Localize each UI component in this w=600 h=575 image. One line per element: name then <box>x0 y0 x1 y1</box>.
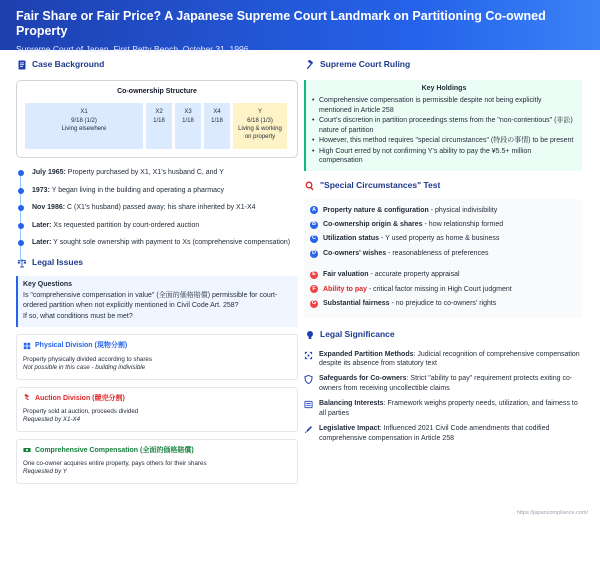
test-badge: F <box>310 285 318 293</box>
gavel-icon <box>304 60 315 71</box>
header-banner <box>0 0 600 54</box>
special-circumstances-heading: "Special Circumstances" Test <box>304 179 582 193</box>
expand-icon <box>304 351 314 361</box>
owner-cell-y: Y 6/18 (1/3) Living & working on property <box>233 103 287 149</box>
ownership-title: Co-ownership Structure <box>117 88 197 95</box>
ownership-structure <box>16 80 298 158</box>
lightbulb-icon <box>304 329 315 340</box>
right-column <box>304 58 582 449</box>
owner-cell-x3: X3 1/18 <box>175 103 201 149</box>
money-icon <box>23 446 32 455</box>
test-badge: C <box>310 235 318 243</box>
left-column <box>16 58 298 484</box>
timeline-dot <box>18 170 24 176</box>
holding-item: • Court's discretion in partition proceedings stems from the "non-contentious" (非訟) nature of partition <box>312 116 576 135</box>
test-item: G Substantial fairness - no prejudice to co-owners' rights <box>311 300 497 308</box>
auction-division-card: Auction Division (競売分割) Property sold at auction, proceeds divided Requested by X1-X4 <box>16 387 298 432</box>
key-questions: Key Questions Is "comprehensive compensation in value" (全面的価格賠償) permissible for court-ordered partition when not explicitly mentioned in Civil Code Art. 258? If so, what conditions must be met? <box>16 276 298 328</box>
timeline-dot <box>18 223 24 229</box>
test-badge: E <box>310 271 318 279</box>
special-circumstances-test <box>304 199 582 318</box>
ownership-row <box>25 103 289 149</box>
gavel-icon <box>23 394 32 403</box>
timeline-item: Later: Xs requested partition by court-ordered auction <box>32 221 298 230</box>
legal-significance-heading: Legal Significance <box>304 328 582 342</box>
case-background-heading: Case Background <box>16 58 298 72</box>
significance-item: Safeguards for Co-owners: Strict "ability to pay" requirement protects exiting co-owners from receiving uncollectible claims <box>304 374 582 393</box>
test-item: B Co-ownership origin & shares - how relationship formed <box>312 220 504 228</box>
legal-issues-heading: Legal Issues <box>16 256 298 270</box>
balance-icon <box>304 400 314 410</box>
holding-item: • However, this method requires "special circumstances" (特段の事情) to be present <box>312 136 576 145</box>
source-url[interactable]: https://japancompliance.com/ <box>516 510 588 516</box>
timeline-item: Nov 1986: C (X1's husband) passed away; his share inherited by X1-X4 <box>32 203 298 212</box>
document-icon <box>16 60 27 71</box>
page-title: Fair Share or Fair Price? A Japanese Supreme Court Landmark on Partitioning Co-owned Property <box>16 9 546 38</box>
owner-cell-x4: X4 1/18 <box>204 103 230 149</box>
owner-cell-x2: X2 1/18 <box>146 103 172 149</box>
significance-item: Expanded Partition Methods: Judicial recognition of comprehensive compensation despite its absence from statutory text <box>304 350 582 369</box>
owner-cell-x1: X1 9/18 (1/2) Living elsewhere <box>25 103 143 149</box>
test-badge: D <box>310 250 318 258</box>
page-subtitle: Supreme Court of Japan, First Petty Bench, October 31, 1996 <box>16 44 249 54</box>
test-item: F Ability to pay - critical factor missing in High Court judgment <box>310 285 576 294</box>
test-item: D Co-owners' wishes - reasonableness of preferences <box>312 249 489 257</box>
timeline-line <box>20 172 21 262</box>
pen-icon <box>304 425 314 435</box>
test-item: C Utilization status - Y used property as home & business <box>312 235 500 243</box>
timeline-dot <box>18 205 24 211</box>
timeline-item: 1973: Y began living in the building and operating a pharmacy <box>32 186 298 195</box>
significance-item: Legislative Impact: Influenced 2021 Civil Code amendments that codified comprehensive compensation in Article 258 <box>304 424 582 443</box>
search-icon <box>304 180 315 191</box>
test-item: E Fair valuation - accurate property appraisal <box>310 270 576 279</box>
shield-icon <box>304 375 314 385</box>
significance-item: Balancing Interests: Framework weighs property needs, utilization, and fairness to all parties <box>304 399 582 418</box>
key-holdings: Key Holdings • Comprehensive compensation is permissible despite not being explicitly mentioned in Article 258 • Court's discretion in partition proceedings stems from the "non-contentious" (非訟) nature of partition • However, this method requires "special circumstances" (特段の事情) to be present • High Court erred by not confirming Y's ability to pay the ¥5.5+ million compensation <box>304 80 582 171</box>
test-item: A Property nature & configuration - physical indivisibility <box>312 206 498 214</box>
timeline-item: July 1965: Property purchased by X1, X1's husband C, and Y <box>32 168 298 177</box>
physical-division-card: Physical Division (現物分割) Property physically divided according to shares Not possible in this case - building indivisible <box>16 334 298 379</box>
timeline-dot <box>18 240 24 246</box>
ruling-heading: Supreme Court Ruling <box>304 58 582 72</box>
case-timeline <box>16 168 298 247</box>
holding-item: • High Court erred by not confirming Y's ability to pay the ¥5.5+ million compensation <box>312 147 576 166</box>
significance-list <box>304 350 582 444</box>
timeline-dot <box>18 188 24 194</box>
holding-item: • Comprehensive compensation is permissible despite not being explicitly mentioned in Article 258 <box>312 96 576 115</box>
scale-icon <box>16 257 27 268</box>
puzzle-icon <box>23 342 32 351</box>
comprehensive-compensation-card: Comprehensive Compensation (全面的価格賠償) One co-owner acquires entire property, pays others for their shares Requested by Y <box>16 439 298 484</box>
test-badge: A <box>310 206 318 214</box>
test-badge: B <box>310 221 318 229</box>
test-badge: G <box>311 300 317 307</box>
timeline-item: Later: Y sought sole ownership with payment to Xs (comprehensive compensation) <box>32 238 298 247</box>
